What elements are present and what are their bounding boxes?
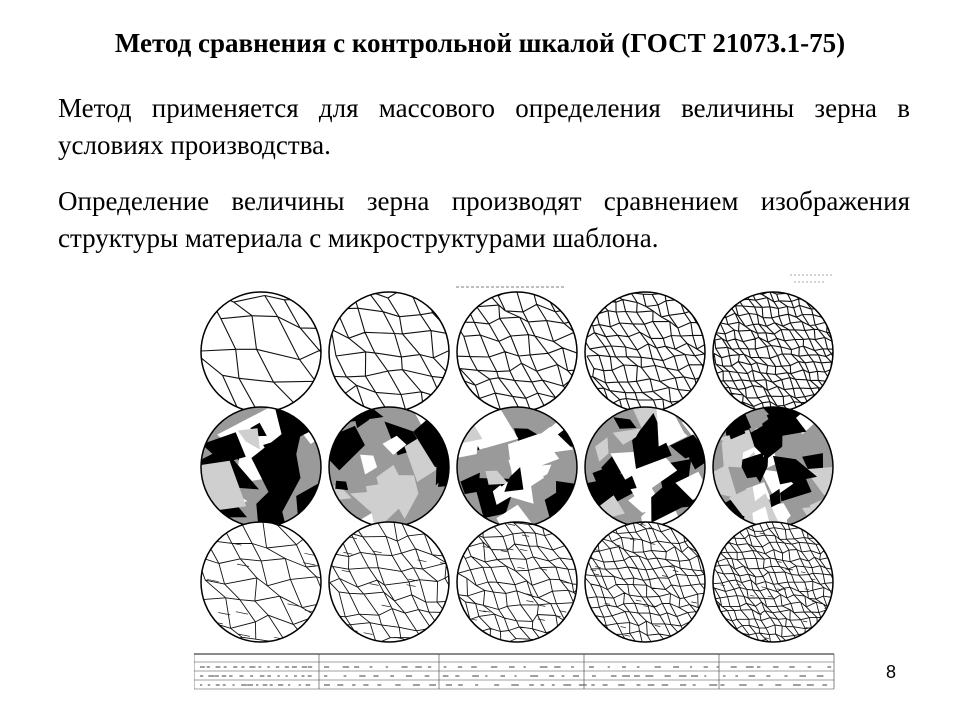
reference-scale-graphic bbox=[194, 272, 840, 692]
micrograph-r3-c2 bbox=[326, 518, 461, 646]
micrograph-r3-c3 bbox=[454, 518, 587, 645]
micrograph-r1-c4 bbox=[582, 288, 714, 415]
micrograph-r3-c1 bbox=[197, 516, 337, 646]
micrograph-r3-c4 bbox=[582, 519, 713, 645]
micrograph-r1-c2 bbox=[328, 285, 461, 414]
micrograph-r1-c3 bbox=[454, 287, 588, 416]
micrograph-r3-c5 bbox=[711, 520, 840, 645]
micrograph-r2-c2 bbox=[313, 391, 475, 531]
paragraph-method-procedure: Определение величины зерна производят сравнением изображения структуры материала с микроструктурами шаблона. bbox=[58, 186, 910, 253]
micrograph-r1-c5 bbox=[711, 290, 840, 414]
paragraph-method-purpose: Метод применяется для массового определения величины зерна в условиях производства. bbox=[58, 93, 910, 160]
slide-number: 8 bbox=[886, 662, 897, 682]
slide-title: Метод сравнения с контрольной шкалой (ГОСТ 21073.1-75) bbox=[114, 28, 846, 58]
micrograph-r1-c1 bbox=[194, 288, 344, 420]
grain-size-reference-scale bbox=[194, 272, 840, 692]
